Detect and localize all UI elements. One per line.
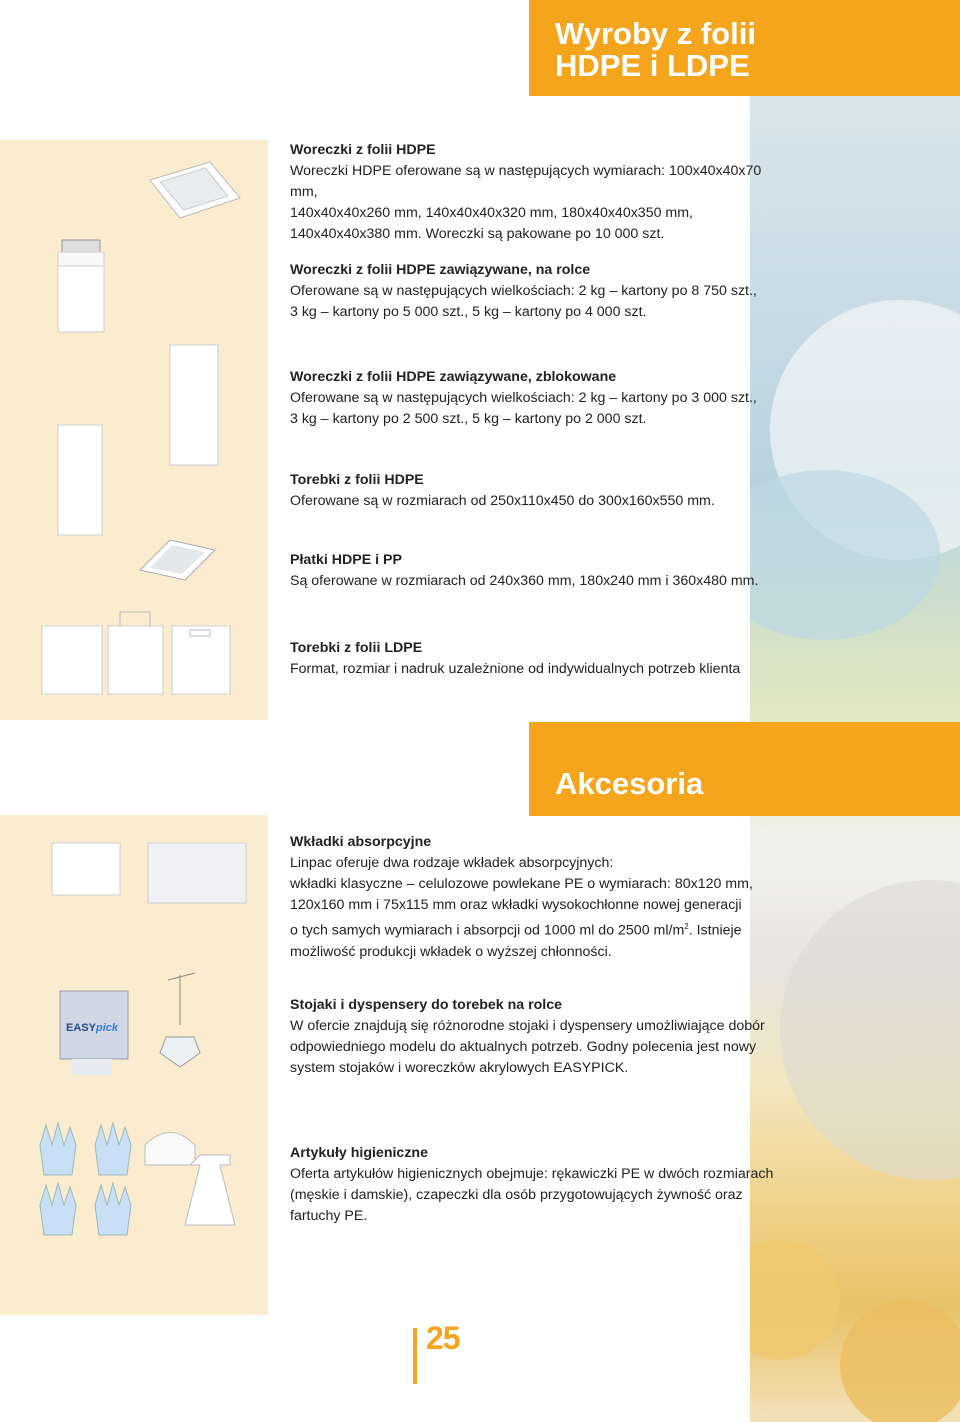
easypick-dispenser-image (60, 973, 200, 1075)
accessory-illustrations (0, 815, 268, 1315)
section-line: Oferowane są w następujących wielkościach: 2 kg – kartony po 3 000 szt., (290, 390, 757, 406)
bag-roll-image (58, 240, 104, 332)
page-title-line1: Wyroby z folii (555, 16, 756, 51)
product-images-panel (0, 140, 268, 720)
section-line: Oferta artykułów higienicznych obejmuje: rękawiczki PE w dwóch rozmiarach (290, 1166, 774, 1182)
akcesoria-title: Akcesoria (555, 766, 704, 801)
section-line: Są oferowane w rozmiarach od 240x360 mm, 180x240 mm i 360x480 mm. (290, 573, 759, 589)
section-line: W ofercie znajdują się różnorodne stojaki i dyspensery umożliwiające dobór (290, 1018, 765, 1034)
section-heading: Artykuły higieniczne (290, 1145, 428, 1161)
section-absorbent-pads (290, 832, 790, 963)
section-line: Linpac oferuje dwa rodzaje wkładek absorpcyjnych: (290, 855, 614, 871)
absorbent-pads-image (52, 843, 246, 903)
page-number-bar (413, 1328, 417, 1384)
easypick-logo: EASYpick (66, 1022, 118, 1034)
section-line: Woreczki HDPE oferowane są w następujących wymiarach: 100x40x40x70 mm, (290, 163, 762, 200)
section-ldpe (290, 638, 790, 680)
section-heading: Torebki z folii HDPE (290, 472, 424, 488)
section-line: możliwość produkcji wkładek o wyższej chłonności. (290, 943, 612, 960)
section-heading: Płatki HDPE i PP (290, 552, 402, 568)
section-line: 140x40x40x260 mm, 140x40x40x320 mm, 180x40x40x350 mm, (290, 205, 693, 221)
page-title-line2: HDPE i LDPE (555, 48, 750, 83)
section-dispensers (290, 995, 790, 1079)
section-sheets (290, 550, 790, 592)
section-line: Oferowane są w rozmiarach od 250x110x450 do 300x160x550 mm. (290, 493, 715, 509)
section-line: Oferowane są w następujących wielkościach: 2 kg – kartony po 8 750 szt., (290, 283, 757, 299)
section-hdpe-blocked (290, 367, 790, 430)
product-illustrations (0, 140, 268, 720)
section-heading: Woreczki z folii HDPE zawiązywane, na rolce (290, 262, 591, 278)
section-heading: Torebki z folii LDPE (290, 640, 423, 656)
film-sheets-image (140, 540, 215, 580)
section-line: 3 kg – kartony po 5 000 szt., 5 kg – kartony po 4 000 szt. (290, 304, 647, 320)
blocked-bags-image (58, 345, 218, 535)
akcesoria-banner (529, 722, 960, 816)
section-line: wkładki klasyczne – celulozowe powlekane PE o wymiarach: 80x120 mm, (290, 876, 753, 892)
section-heading: Woreczki z folii HDPE (290, 142, 436, 158)
section-line: 3 kg – kartony po 2 500 szt., 5 kg – kartony po 2 000 szt. (290, 411, 647, 427)
superscript: 2 (684, 922, 689, 931)
tray-bag-image (150, 162, 240, 218)
section-heading: Stojaki i dyspensery do torebek na rolce (290, 997, 563, 1013)
section-line: 120x160 mm i 75x115 mm oraz wkładki wysokochłonne nowej generacji (290, 897, 742, 913)
section-hdpe-roll (290, 260, 790, 323)
section-line: Format, rozmiar i nadruk uzależnione od indywidualnych potrzeb klienta (290, 661, 741, 677)
page-number: 25 (426, 1320, 460, 1356)
title-banner (529, 0, 960, 96)
section-hygiene (290, 1143, 790, 1227)
section-heading: Wkładki absorpcyjne (290, 834, 432, 850)
section-line: o tych samych wymiarach i absorpcji od 1000 ml do 2500 $ml/m^2$. Istnieje (290, 922, 742, 939)
section-hdpe-bags2 (290, 470, 790, 512)
section-line: odpowiedniego modelu do aktualnych potrzeb. Godny polecenia jest nowy (290, 1039, 757, 1055)
hygiene-items-image (40, 1123, 235, 1235)
section-line: (męskie i damskie), czapeczki dla osób przygotowujących żywność oraz (290, 1187, 743, 1203)
ldpe-bags-image (42, 612, 230, 694)
section-line: 140x40x40x380 mm. Woreczki są pakowane po 10 000 szt. (290, 226, 665, 242)
accessory-images-panel (0, 815, 268, 1315)
section-heading: Woreczki z folii HDPE zawiązywane, zblokowane (290, 369, 617, 385)
section-line: system stojaków i woreczków akrylowych EASYPICK. (290, 1060, 629, 1076)
section-hdpe-bags (290, 140, 790, 245)
section-line: fartuchy PE. (290, 1208, 368, 1224)
